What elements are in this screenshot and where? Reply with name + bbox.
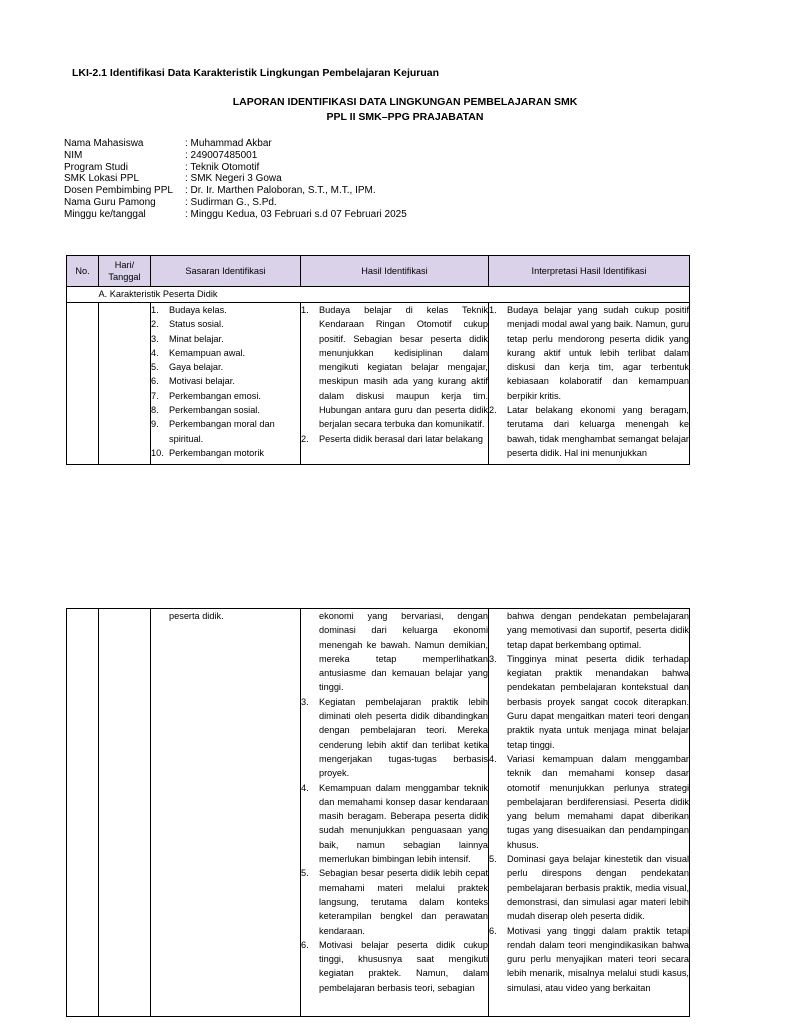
list-number: 2. bbox=[489, 405, 497, 416]
list-item bbox=[151, 403, 300, 417]
info-label: Nama Mahasiswa bbox=[64, 138, 144, 149]
list-item bbox=[489, 852, 689, 923]
list-item bbox=[489, 403, 689, 460]
list-text: Perkembangan moral dan spiritual. bbox=[169, 419, 275, 444]
list-number: 10. bbox=[151, 447, 164, 458]
list-number: 6. bbox=[489, 925, 497, 936]
report-subtitle: PPL II SMK–PPG PRAJABATAN bbox=[326, 111, 484, 123]
list-number: 3. bbox=[151, 333, 159, 344]
list-item bbox=[151, 389, 300, 403]
hasil-list bbox=[301, 303, 488, 446]
info-value: : Teknik Otomotif bbox=[185, 161, 260, 173]
list-item bbox=[151, 303, 300, 317]
list-number: 7. bbox=[151, 390, 159, 401]
info-row bbox=[64, 197, 407, 209]
info-row bbox=[64, 209, 407, 221]
list-item bbox=[301, 303, 488, 432]
list-item bbox=[301, 432, 488, 446]
list-number: 3. bbox=[489, 653, 497, 664]
cell-no bbox=[67, 303, 99, 465]
list-number: 1. bbox=[151, 305, 159, 315]
info-label: Dosen Pembimbing PPL bbox=[64, 185, 173, 197]
list-number: 1. bbox=[489, 305, 497, 315]
sasaran-continuation: peserta didik. bbox=[169, 611, 224, 621]
info-row bbox=[64, 173, 407, 185]
list-number: 4. bbox=[151, 347, 159, 358]
info-row bbox=[64, 185, 407, 197]
list-item bbox=[151, 317, 300, 331]
list-number: 5. bbox=[151, 362, 159, 373]
info-value: : SMK Negeri 3 Gowa bbox=[185, 173, 282, 185]
document-label: LKI-2.1 Identifikasi Data Karakteristik Lingkungan Pembelajaran Kejuruan bbox=[72, 67, 440, 79]
info-value: : Sudirman G., S.Pd. bbox=[185, 196, 277, 208]
info-label: Nama Guru Pamong bbox=[64, 196, 156, 208]
list-text: Minat belajar. bbox=[169, 333, 224, 344]
list-number: 9. bbox=[151, 419, 159, 430]
list-text: Perkembangan motorik bbox=[169, 447, 264, 458]
cell-no bbox=[67, 609, 99, 1017]
list-number: 3. bbox=[301, 696, 309, 707]
list-text: Sebagian besar peserta didik lebih cepat memahami materi melalui praktek langsung, terutama dalam konteks keterampilan bengkel dan perawatan kendaraan. bbox=[319, 868, 488, 936]
identification-table-page2 bbox=[66, 608, 690, 1017]
interpretasi-list bbox=[489, 303, 689, 460]
list-text: Dominasi gaya belajar kinestetik dan visual perlu direspons dengan pendekatan pembelajaran berbasis praktik, media visual, demonstrasi, dan simulasi agar materi lebih mudah diserap oleh peserta didik. bbox=[507, 854, 689, 922]
info-label: Minggu ke/tanggal bbox=[64, 208, 146, 220]
list-number: 1. bbox=[301, 305, 309, 315]
cell-sasaran bbox=[151, 303, 301, 465]
list-item bbox=[151, 417, 300, 446]
list-text: Kegiatan pembelajaran praktik lebih diminati oleh peserta didik dibandingkan dengan pembelajaran teori. Mereka cenderung lebih aktif dan terlibat ketika mengerjakan tugas-tugas berbasis proyek. bbox=[319, 696, 488, 779]
list-number: 5. bbox=[489, 854, 497, 865]
list-number: 2. bbox=[151, 319, 159, 330]
info-value: : Muhammad Akbar bbox=[185, 138, 272, 149]
list-item bbox=[489, 924, 689, 995]
cell-hari bbox=[99, 609, 151, 1017]
info-label: Program Studi bbox=[64, 161, 128, 173]
interpretasi-list bbox=[489, 652, 689, 995]
list-text: Status sosial. bbox=[169, 319, 224, 330]
cell-hasil bbox=[301, 303, 489, 465]
info-value: : Dr. Ir. Marthen Paloboran, S.T., M.T., IPM. bbox=[185, 185, 376, 197]
sasaran-list bbox=[151, 303, 300, 460]
list-item bbox=[301, 866, 488, 937]
identification-table-page1 bbox=[66, 255, 690, 465]
list-text: Variasi kemampuan dalam menggambar teknik dan memahami konsep dasar otomotif menunjukkan perlunya strategi pembelajaran berdiferensiasi. Peserta didik yang belum memahami dapat diberikan tugas yang disesuaikan dan pendampingan khusus. bbox=[507, 753, 689, 850]
list-text: Kemampuan awal. bbox=[169, 347, 246, 358]
info-row bbox=[64, 150, 407, 162]
header-sasaran: Sasaran Identifikasi bbox=[151, 256, 301, 287]
list-item bbox=[489, 652, 689, 752]
list-text: Budaya belajar di kelas Teknik Kendaraan Ringan Otomotif cukup positif. Sebagian besar peserta didik menunjukkan kedisiplinan dalam mengikuti kegiatan belajar mengajar, meskipun masih ada yang kurang aktif dalam diskusi maupun kerja tim. Hubungan antara guru dan peserta didik berjalan secara terbuka dan komunikatif. bbox=[319, 305, 488, 430]
hasil-continuation: ekonomi yang bervariasi, dengan dominasi dari keluarga ekonomi menengah ke bawah. Namun demikian, mereka tetap memperlihatkan antusiasme dan kemauan belajar yang tinggi. bbox=[319, 611, 488, 693]
cell-interpretasi bbox=[489, 609, 690, 1017]
header-no: No. bbox=[67, 256, 99, 287]
list-number: 8. bbox=[151, 405, 159, 416]
info-label: SMK Lokasi PPL bbox=[64, 173, 140, 185]
list-text: Motivasi belajar peserta didik cukup tinggi, khususnya saat mengikuti kegiatan praktek. Namun, dalam pembelajaran berbasis teori, sebagian bbox=[319, 939, 488, 993]
student-info bbox=[64, 138, 407, 221]
report-title: LAPORAN IDENTIFIKASI DATA LINGKUNGAN PEMBELAJARAN SMK bbox=[232, 96, 578, 108]
list-text: Perkembangan sosial. bbox=[169, 405, 260, 416]
list-number: 4. bbox=[489, 753, 497, 764]
interpretasi-continuation: bahwa dengan pendekatan pembelajaran yang memotivasi dan suportif, peserta didik tetap dapat berkembang optimal. bbox=[507, 611, 689, 650]
section-heading: A. Karakteristik Peserta Didik bbox=[99, 287, 690, 303]
list-item bbox=[151, 360, 300, 374]
list-number: 2. bbox=[301, 433, 309, 444]
list-item bbox=[151, 446, 300, 460]
cell-interpretasi bbox=[489, 303, 690, 465]
list-number: 6. bbox=[151, 376, 159, 387]
info-value: : 249007485001 bbox=[185, 149, 258, 161]
header-hari: Hari/ bbox=[114, 260, 135, 270]
header-hasil: Hasil Identifikasi bbox=[301, 256, 489, 287]
header-hari-tanggal bbox=[99, 256, 151, 287]
list-text: Budaya kelas. bbox=[169, 305, 227, 315]
cell-hasil bbox=[301, 609, 489, 1017]
hasil-list bbox=[301, 695, 488, 995]
list-text: Perkembangan emosi. bbox=[169, 390, 261, 401]
list-number: 4. bbox=[301, 782, 309, 793]
list-text: Gaya belajar. bbox=[169, 362, 224, 373]
list-item bbox=[301, 695, 488, 781]
list-number: 5. bbox=[301, 868, 309, 879]
list-number: 6. bbox=[301, 939, 309, 950]
list-item bbox=[489, 303, 689, 403]
list-item bbox=[151, 332, 300, 346]
list-text: Latar belakang ekonomi yang beragam, terutama dari keluarga menengah ke bawah, tidak menghambat semangat belajar peserta didik. Hal ini menunjukkan bbox=[507, 405, 689, 458]
list-item bbox=[301, 938, 488, 995]
cell-hari bbox=[99, 303, 151, 465]
info-label: NIM bbox=[64, 149, 83, 161]
list-item bbox=[151, 374, 300, 388]
list-text: Motivasi yang tinggi dalam praktik tetapi rendah dalam teori mengindikasikan bahwa guru perlu menyajikan materi teori secara lebih menarik, misalnya melalui studi kasus, simulasi, atau video yang berkaitan bbox=[507, 925, 689, 993]
list-text: Kemampuan dalam menggambar teknik dan memahami konsep dasar kendaraan masih beragam. Beberapa peserta didik sudah menunjukkan penguasaan yang baik, namun sebagian lainnya memerlukan bimbingan lebih intensif. bbox=[319, 782, 488, 865]
info-row bbox=[64, 138, 407, 150]
info-value: : Minggu Kedua, 03 Februari s.d 07 Februari 2025 bbox=[185, 208, 407, 220]
list-text: Budaya belajar yang sudah cukup positif menjadi modal awal yang baik. Namun, guru tetap perlu mendorong peserta didik yang kurang aktif untuk lebih terlibat dalam diskusi dan kerja tim, agar terbentuk kebiasaan kolaboratif dan kemampuan berpikir kritis. bbox=[507, 305, 689, 401]
list-text: Motivasi belajar. bbox=[169, 376, 235, 387]
list-text: Peserta didik berasal dari latar belakang bbox=[319, 433, 483, 444]
list-item bbox=[151, 346, 300, 360]
cell-sasaran bbox=[151, 609, 301, 1017]
info-row bbox=[64, 162, 407, 174]
header-tanggal: Tanggal bbox=[108, 272, 141, 282]
list-item bbox=[301, 781, 488, 867]
list-text: Tingginya minat peserta didik terhadap kegiatan praktik menandakan bahwa pendekatan pembelajaran kontekstual dan berbasis proyek sangat cocok diterapkan. Guru dapat mengaitkan materi teori dengan praktik nyata untuk menjaga minat belajar tetap tinggi. bbox=[507, 653, 689, 750]
list-item bbox=[489, 752, 689, 852]
header-interpretasi: Interpretasi Hasil Identifikasi bbox=[489, 256, 690, 287]
